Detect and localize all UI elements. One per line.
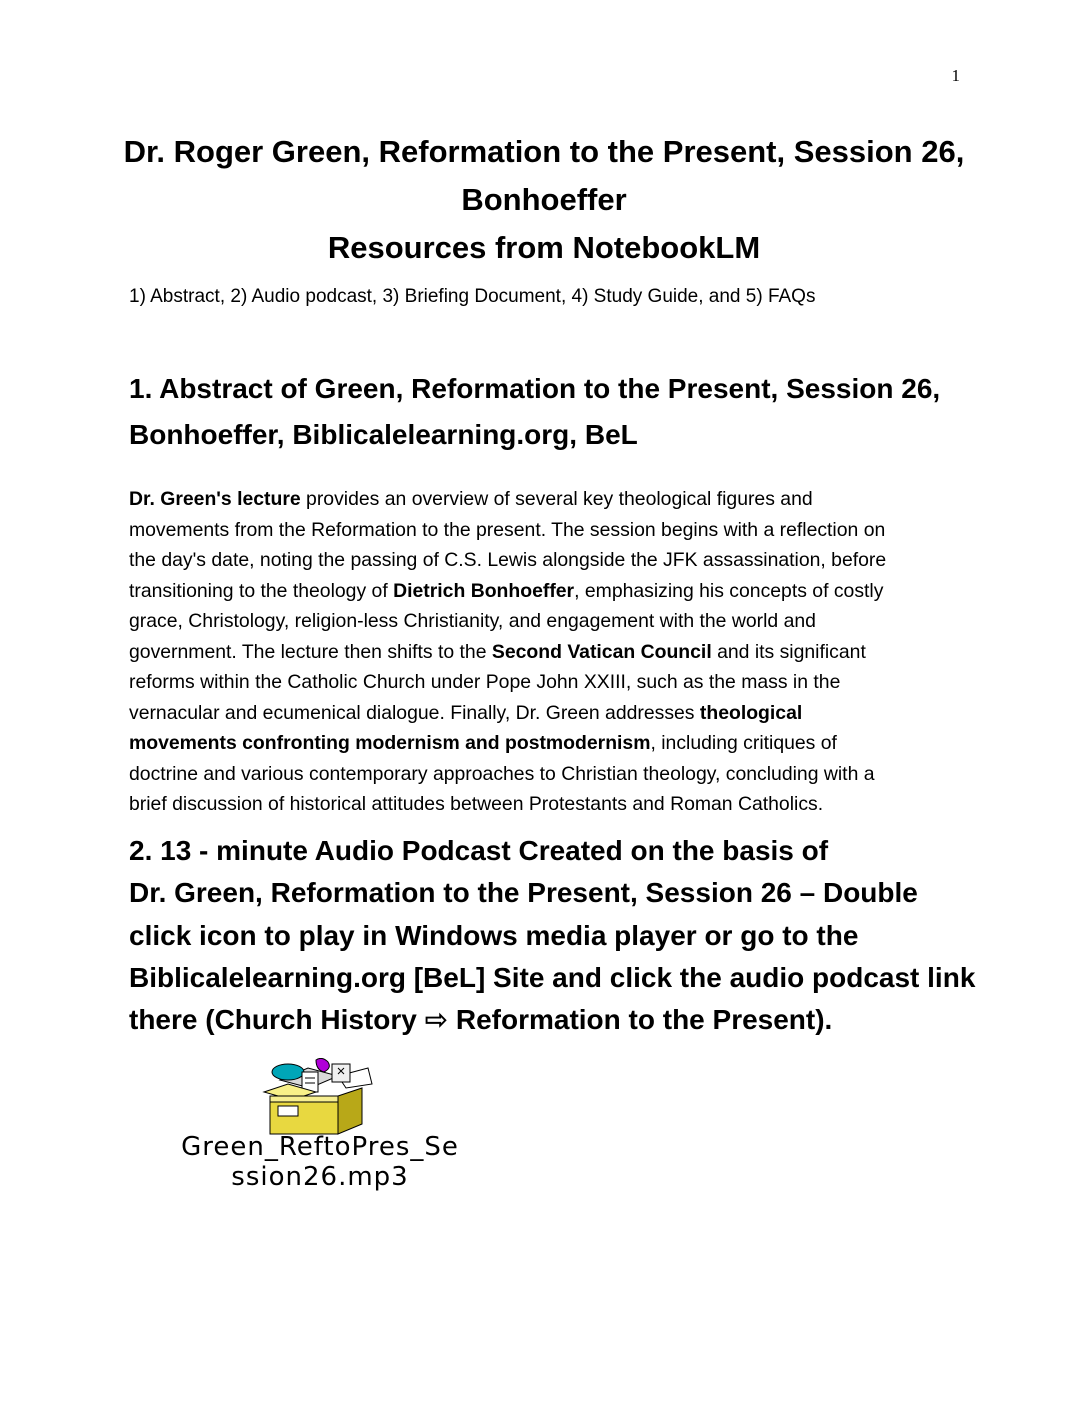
bold-phrase: Second Vatican Council	[491, 640, 712, 663]
podcast-heading-line: click icon to play in Windows media player or go to the	[129, 919, 859, 951]
abstract-line	[129, 698, 969, 729]
abstract-line	[129, 484, 969, 515]
podcast-heading-line	[129, 999, 989, 1041]
text-run: provides an overview of several key theological figures and	[300, 488, 813, 510]
bold-phrase: Dietrich Bonhoeffer	[393, 579, 575, 602]
title-line-1: Dr. Roger Green, Reformation to the Present, Session 26,	[123, 134, 965, 169]
text-run: Reformation to the Present).	[448, 1004, 833, 1036]
text-run: vernacular and ecumenical dialogue. Finally, Dr. Green addresses	[129, 701, 700, 724]
abstract-paragraph	[129, 484, 969, 820]
title-line-3: Resources from NotebookLM	[327, 230, 761, 265]
resources-list: 1) Abstract, 2) Audio podcast, 3) Briefing Document, 4) Study Guide, and 5) FAQs	[129, 286, 816, 307]
abstract-line: grace, Christology, religion-less Christianity, and engagement with the world and	[129, 610, 816, 632]
package-icon[interactable]	[258, 1058, 378, 1136]
text-run: , including critiques of	[650, 732, 837, 754]
abstract-line: the day's date, noting the passing of C.S. Lewis alongside the JFK assassination, before	[129, 549, 887, 571]
abstract-line	[129, 637, 969, 668]
page-number: 1	[951, 66, 960, 85]
abstract-line: doctrine and various contemporary approaches to Christian theology, concluding with a	[129, 762, 875, 785]
text-run: there (Church History	[129, 1004, 425, 1036]
arrow-right-icon: ⇨	[424, 1004, 449, 1036]
bold-phrase: theological	[699, 701, 803, 724]
title-line-2: Bonhoeffer	[461, 182, 627, 217]
document-title	[120, 128, 968, 272]
abstract-heading	[129, 366, 989, 458]
bold-phrase: movements confronting modernism and postmodernism	[129, 732, 651, 754]
text-run: transitioning to the theology of	[129, 579, 394, 602]
abstract-line: brief discussion of historical attitudes between Protestants and Roman Catholics.	[129, 793, 824, 815]
media-filename[interactable]	[120, 1132, 520, 1192]
abstract-line: movements from the Reformation to the present. The session begins with a reflection on	[129, 518, 886, 541]
filename-line-1: Green_ReftoPres_Se	[181, 1132, 459, 1162]
text-run: government. The lecture then shifts to the	[129, 640, 492, 663]
podcast-heading-line: Biblicalelearning.org [BeL] Site and click the audio podcast link	[129, 961, 976, 993]
abstract-line	[129, 728, 969, 759]
filename-line-2: ssion26.mp3	[231, 1162, 409, 1192]
abstract-heading-line-1: 1. Abstract of Green, Reformation to the Present, Session 26,	[129, 373, 941, 404]
podcast-heading-line: 2. 13 - minute Audio Podcast Created on the basis of	[129, 835, 829, 866]
abstract-line: reforms within the Catholic Church under Pope John XXIII, such as the mass in the	[129, 671, 841, 693]
bold-phrase: Dr. Green's lecture	[129, 488, 301, 510]
abstract-line	[129, 576, 969, 607]
abstract-heading-line-2: Bonhoeffer, Biblicalelearning.org, BeL	[129, 419, 638, 450]
text-run: and its significant	[711, 640, 866, 663]
podcast-heading-line: Dr. Green, Reformation to the Present, Session 26 – Double	[129, 877, 918, 909]
podcast-heading	[129, 830, 989, 1041]
text-run: , emphasizing his concepts of costly	[574, 579, 884, 602]
